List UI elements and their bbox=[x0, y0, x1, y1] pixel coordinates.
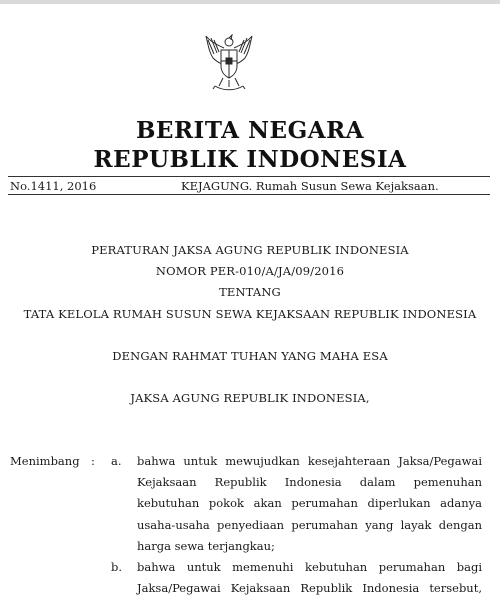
item-a-line: bahwa untuk mewujudkan kesejahteraan Jaksa/Pegawai bbox=[137, 454, 482, 468]
preamble-blessing: DENGAN RAHMAT TUHAN YANG MAHA ESA bbox=[112, 349, 388, 363]
item-b-line: Jaksa/Pegawai Kejaksaan Republik Indonesia tersebut, bbox=[137, 581, 482, 595]
gazette-subject: KEJAGUNG. Rumah Susun Sewa Kejaksaan. bbox=[181, 179, 439, 193]
item-b-line: bahwa untuk memenuhi kebutuhan perumahan bagi bbox=[137, 560, 482, 574]
item-a-line: Kejaksaan Republik Indonesia dalam pemenuhan bbox=[137, 475, 482, 489]
gazette-title-line1: BERITA NEGARA bbox=[135, 117, 365, 144]
header-rule-bottom bbox=[8, 194, 490, 195]
item-a-marker: a. bbox=[111, 454, 122, 468]
gazette-number: No.1411, 2016 bbox=[10, 179, 97, 193]
regulation-about-label: TENTANG bbox=[219, 285, 281, 299]
page-top-edge bbox=[0, 0, 500, 4]
considering-colon: : bbox=[91, 454, 95, 468]
gazette-title-line2: REPUBLIK INDONESIA bbox=[93, 146, 407, 173]
item-a-line: kebutuhan pokok akan perumahan diperlukan adanya bbox=[137, 496, 482, 510]
considering-label: Menimbang bbox=[10, 454, 80, 468]
regulation-number: NOMOR PER-010/A/JA/09/2016 bbox=[155, 264, 345, 278]
regulation-title: PERATURAN JAKSA AGUNG REPUBLIK INDONESIA bbox=[91, 243, 409, 257]
regulation-subject: TATA KELOLA RUMAH SUSUN SEWA KEJAKSAAN REPUBLIK INDONESIA bbox=[23, 307, 477, 321]
item-a-line: harga sewa terjangkau; bbox=[137, 539, 275, 553]
header-rule-top bbox=[8, 176, 490, 177]
garuda-emblem-icon bbox=[203, 34, 255, 92]
item-b-marker: b. bbox=[111, 560, 123, 574]
item-a-line: usaha-usaha penyediaan perumahan yang layak dengan bbox=[137, 518, 482, 532]
issuer-line: JAKSA AGUNG REPUBLIK INDONESIA, bbox=[130, 391, 370, 405]
